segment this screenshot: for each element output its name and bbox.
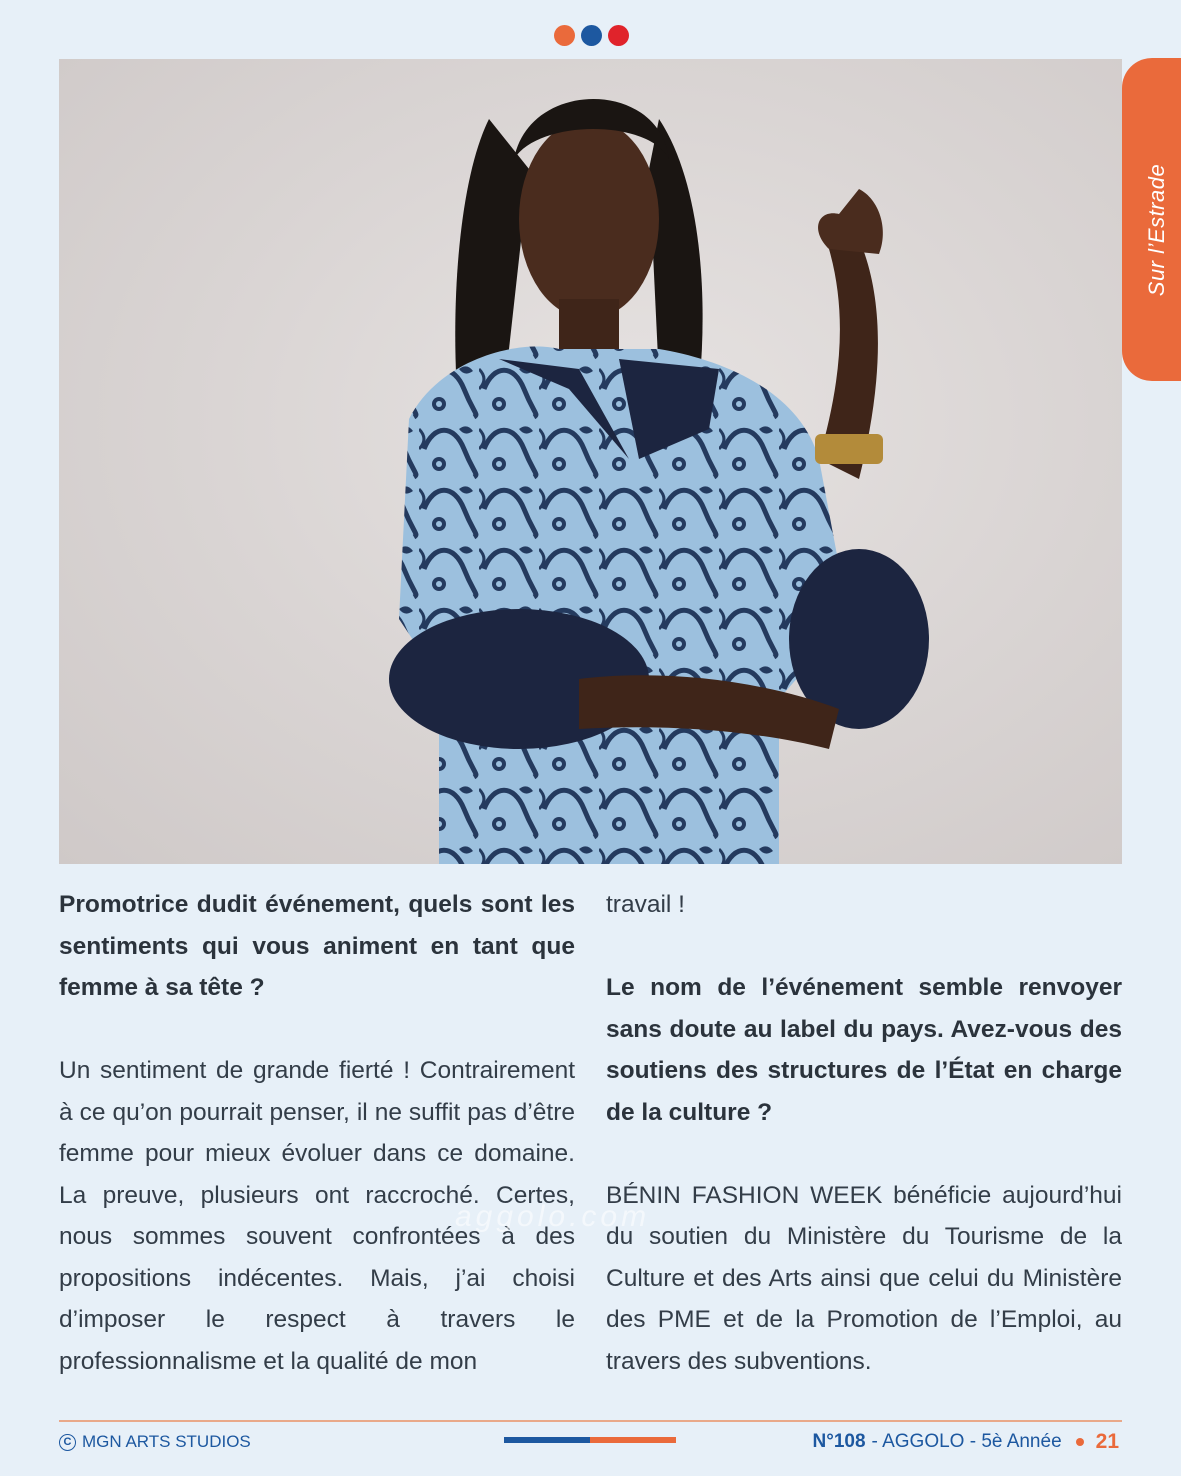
section-tab-label: Sur l’Estrade <box>1144 163 1169 297</box>
bullet-icon <box>1076 1438 1084 1446</box>
portrait-illustration <box>59 59 1122 864</box>
footer-divider <box>59 1420 1122 1422</box>
interview-answer-1: Un sentiment de grande fierté ! Contrairement à ce qu’on pourrait penser, il ne suffit pas d’être femme pour mieux évoluer dans ce domaine. La preuve, plusieurs ont raccroché. Certes, nous sommes souvent confrontées à des propositions indécentes. Mais, j’ai choisi d’imposer le respect à travers le professionnalisme et la qualité de mon <box>59 1057 575 1375</box>
interview-question-1: Promotrice dudit événement, quels sont les sentiments qui vous animent en tant que femme à sa tête ? <box>59 891 575 1001</box>
blue-dot <box>581 25 602 46</box>
accent-bar-orange <box>590 1437 676 1443</box>
footer-issue-info <box>813 1430 1120 1454</box>
footer-accent-bar <box>504 1437 676 1443</box>
magazine-name: - AGGOLO - 5è Année <box>871 1431 1062 1452</box>
header-dots <box>554 25 629 46</box>
red-dot <box>608 25 629 46</box>
answer-continuation: travail ! <box>606 891 685 918</box>
issue-number: N°108 <box>812 1431 866 1452</box>
watermark: aggolo.com <box>455 1200 651 1233</box>
left-column <box>59 884 575 1382</box>
accent-bar-blue <box>504 1437 590 1443</box>
interview-answer-2: BÉNIN FASHION WEEK bénéficie aujourd’hui du soutien du Ministère du Tourisme de la Culture et des Arts ainsi que celui du Ministère des PME et de la Promotion de l’Emploi, au travers des subventions. <box>606 1181 1122 1375</box>
studio-name: MGN ARTS STUDIOS <box>82 1432 251 1451</box>
copyright-icon: C <box>59 1434 76 1451</box>
interview-question-2: Le nom de l’événement semble renvoyer sans doute au label du pays. Avez-vous des soutiens des structures de l’État en charge de la culture ? <box>606 974 1122 1126</box>
orange-dot <box>554 25 575 46</box>
right-column <box>606 884 1122 1382</box>
page-number: 21 <box>1095 1430 1119 1453</box>
footer-credit <box>59 1432 251 1452</box>
portrait-photo <box>59 59 1122 864</box>
